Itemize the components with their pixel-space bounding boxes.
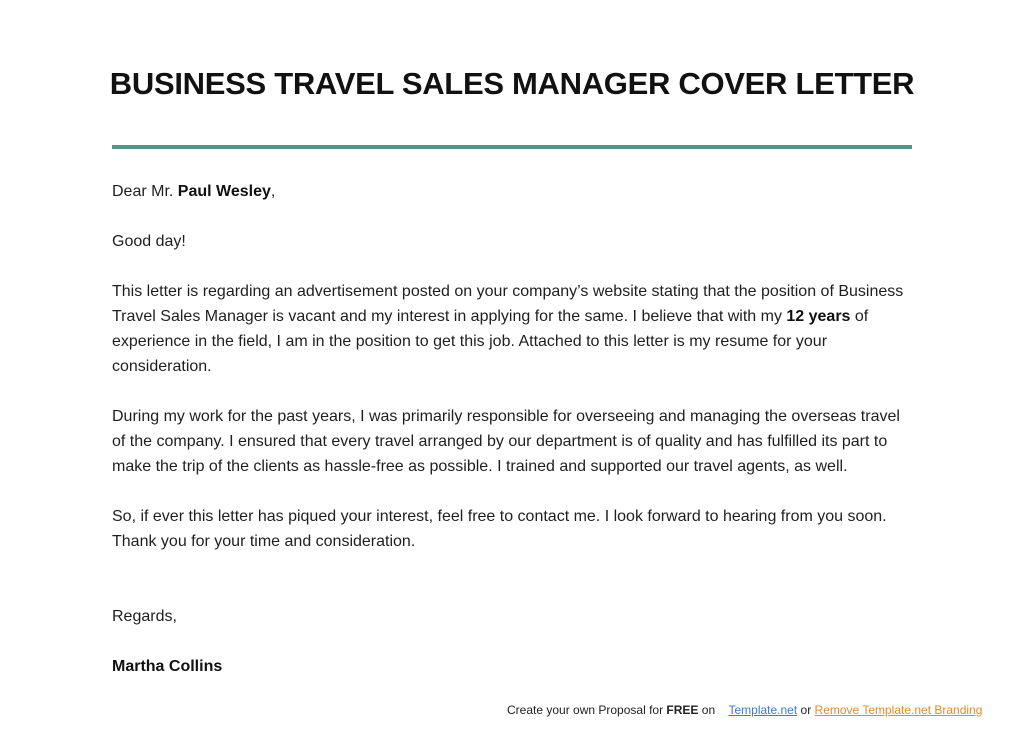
recipient-name: Paul Wesley — [177, 183, 271, 200]
salutation-prefix: Dear Mr. — [112, 183, 178, 200]
closing: Regards, — [112, 608, 177, 625]
paragraph-2: During my work for the past years, I was primarily responsible for overseeing and managing the overseas travel of the company. I ensured that every travel arranged by our department is of quality and has fulfilled its part to make the trip of the clients as hassle-free as possible. I trained and supported our travel agents, as well. — [112, 408, 900, 475]
title-divider — [112, 145, 912, 149]
branding-footer — [507, 703, 982, 717]
paragraph-3: So, if ever this letter has piqued your interest, feel free to contact me. I look forward to hearing from you soon. Thank you for your time and consideration. — [112, 508, 887, 550]
p1-text: This letter is regarding an advertisement posted on your company’s website stating that the position of Business Travel Sales Manager is vacant and my interest in applying for the same. I believe that with my — [112, 283, 904, 325]
footer-text: Create your own Proposal for — [507, 703, 667, 717]
salutation — [112, 179, 912, 204]
letter-body — [112, 179, 912, 704]
greeting: Good day! — [112, 233, 186, 250]
sender-name-text: Martha Collins — [112, 658, 223, 675]
template-net-link[interactable]: Template.net — [728, 703, 798, 717]
sender-name — [112, 654, 912, 679]
footer-or: or — [797, 703, 815, 717]
years-experience: 12 years — [786, 308, 851, 325]
footer-free: FREE — [666, 703, 699, 717]
paragraph-1 — [112, 279, 912, 379]
footer-on: on — [698, 703, 716, 717]
remove-branding-link[interactable]: Remove Template.net Branding — [814, 703, 983, 717]
document-title: BUSINESS TRAVEL SALES MANAGER COVER LETTER — [109, 66, 915, 101]
p1-text-end: of experience in the field, I am in the position to get this job. Attached to this letter is my resume for your consideration. — [112, 308, 869, 375]
salutation-suffix: , — [270, 183, 276, 200]
